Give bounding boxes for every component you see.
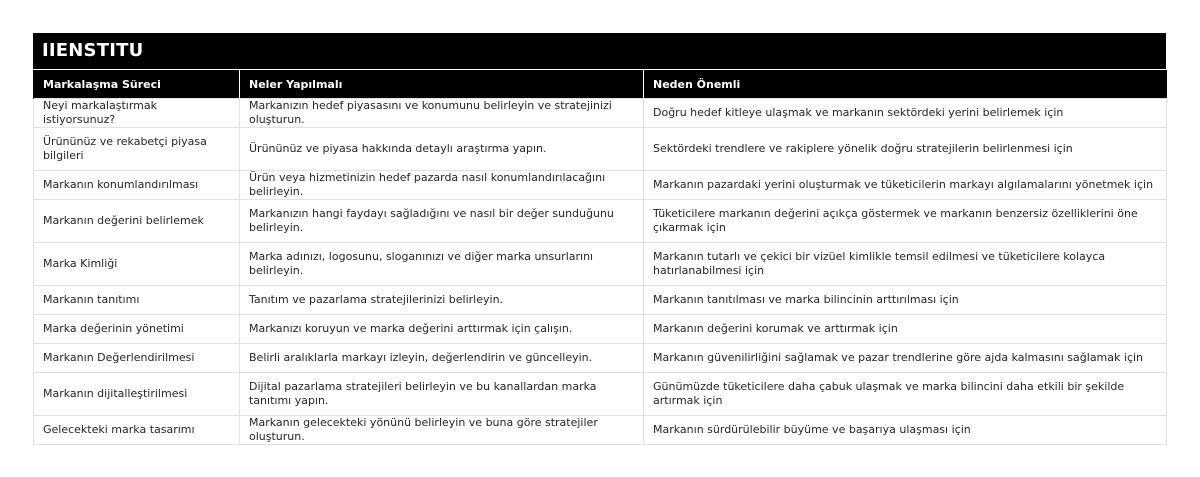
table-cell: Markanızın hedef piyasasını ve konumunu belirleyin ve stratejinizi oluşturun. [240, 99, 644, 128]
table-cell: Günümüzde tüketicilere daha çabuk ulaşmak ve marka bilincini daha etkili bir şekilde artırmak için [644, 373, 1167, 416]
header-process: Markalaşma Süreci [34, 70, 240, 99]
table-cell: Markanızı koruyun ve marka değerini arttırmak için çalışın. [240, 315, 644, 344]
table-row [34, 416, 1167, 445]
table-cell: Marka Kimliği [34, 243, 240, 286]
table-row [34, 344, 1167, 373]
table-cell: Markanın tanıtımı [34, 286, 240, 315]
table-row [34, 200, 1167, 243]
table-cell: Markanın güvenilirliğini sağlamak ve pazar trendlerine göre ajda kalmasını sağlamak için [644, 344, 1167, 373]
table-cell: Markanın tutarlı ve çekici bir vizüel kimlikle temsil edilmesi ve tüketicilere kolayca hatırlanabilmesi için [644, 243, 1167, 286]
table-cell: Dijital pazarlama stratejileri belirleyin ve bu kanallardan marka tanıtımı yapın. [240, 373, 644, 416]
table-cell: Neyi markalaştırmak istiyorsunuz? [34, 99, 240, 128]
table-cell: Marka değerinin yönetimi [34, 315, 240, 344]
table-cell: Markanın değerini korumak ve arttırmak için [644, 315, 1167, 344]
table-cell: Markanın Değerlendirilmesi [34, 344, 240, 373]
table-header-row [34, 70, 1167, 99]
table-cell: Tüketicilere markanın değerini açıkça göstermek ve markanın benzersiz özelliklerini öne çıkarmak için [644, 200, 1167, 243]
table-cell: Markanın dijitalleştirilmesi [34, 373, 240, 416]
table-cell: Markanın gelecekteki yönünü belirleyin ve buna göre stratejiler oluşturun. [240, 416, 644, 445]
table-cell: Gelecekteki marka tasarımı [34, 416, 240, 445]
table-row [34, 99, 1167, 128]
table-cell: Markanın değerini belirlemek [34, 200, 240, 243]
table-cell: Belirli aralıklarla markayı izleyin, değerlendirin ve güncelleyin. [240, 344, 644, 373]
table-cell: Marka adınızı, logosunu, sloganınızı ve diğer marka unsurlarını belirleyin. [240, 243, 644, 286]
table-cell: Markanın sürdürülebilir büyüme ve başarıya ulaşması için [644, 416, 1167, 445]
header-what-to-do: Neler Yapılmalı [240, 70, 644, 99]
table-row [34, 373, 1167, 416]
table-cell: Markanın pazardaki yerini oluşturmak ve tüketicilerin markayı algılamalarını yönetmek için [644, 171, 1167, 200]
table-row [34, 171, 1167, 200]
brand-title: IIENSTITU [33, 33, 1166, 69]
table-cell: Markanın tanıtılması ve marka bilincinin arttırılması için [644, 286, 1167, 315]
branding-table-container [33, 33, 1166, 445]
table-cell: Ürününüz ve rekabetçi piyasa bilgileri [34, 128, 240, 171]
table-row [34, 286, 1167, 315]
table-cell: Tanıtım ve pazarlama stratejilerinizi belirleyin. [240, 286, 644, 315]
table-cell: Doğru hedef kitleye ulaşmak ve markanın sektördeki yerini belirlemek için [644, 99, 1167, 128]
header-why-important: Neden Önemli [644, 70, 1167, 99]
table-row [34, 243, 1167, 286]
table-row [34, 315, 1167, 344]
table-cell: Ürün veya hizmetinizin hedef pazarda nasıl konumlandırılacağını belirleyin. [240, 171, 644, 200]
table-cell: Ürününüz ve piyasa hakkında detaylı araştırma yapın. [240, 128, 644, 171]
table-row [34, 128, 1167, 171]
table-cell: Sektördeki trendlere ve rakiplere yönelik doğru stratejilerin belirlenmesi için [644, 128, 1167, 171]
table-cell: Markanızın hangi faydayı sağladığını ve nasıl bir değer sunduğunu belirleyin. [240, 200, 644, 243]
branding-table [33, 69, 1167, 445]
table-cell: Markanın konumlandırılması [34, 171, 240, 200]
